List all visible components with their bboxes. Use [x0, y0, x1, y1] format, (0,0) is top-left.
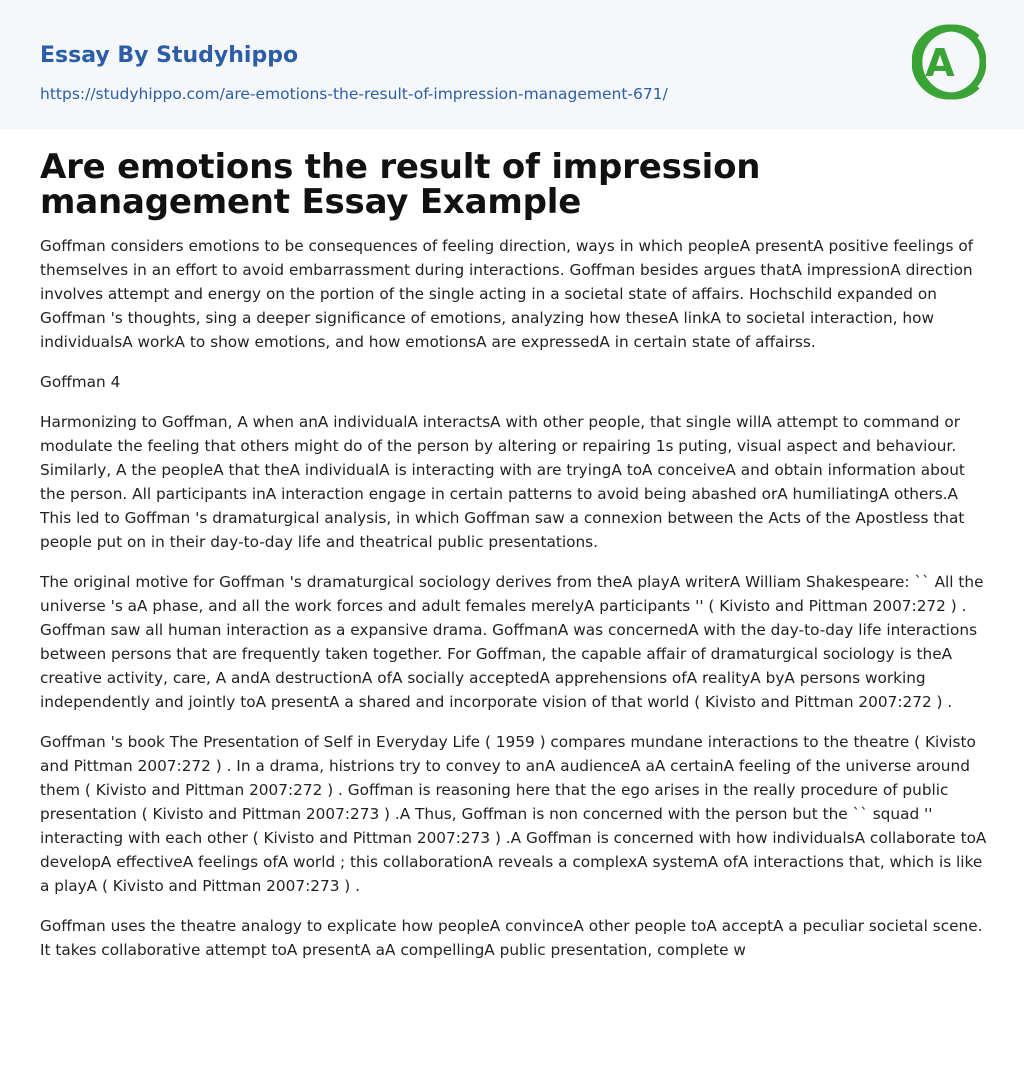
paragraph: Goffman uses the theatre analogy to explicate how peopleA convinceA other people toA acceptA a peculiar societal scene. It takes collaborative attempt toA presentA aA compellingA public presentation, complete w	[40, 917, 983, 959]
paragraph: Harmonizing to Goffman, A when anA individualA interactsA with other people, that single willA attempt to command or modulate the feeling that others might do of the person by altering or repairing 1s puting, visual aspect and behaviour. Similarly, A the peopleA that theA individualA is interacting with are tryingA toA conceiveA and obtain information about the person. All participants inA interaction engage in certain patterns to avoid being abashed orA humiliatingA others.A This led to Goffman 's dramaturgical analysis, in which Goffman saw a connexion between the Acts of the Apostless that people put on in their day-to-day life and theatrical public presentations.	[40, 413, 965, 551]
paragraph: Goffman considers emotions to be consequences of feeling direction, ways in which peopleA presentA positive feelings of themselves in an effort to avoid embarrassment during interactions. Goffman besides argues thatA impressionA direction involves attempt and energy on the portion of the single acting in a societal state of affairs. Hochschild expanded on Goffman 's thoughts, sing a deeper significance of emotions, analyzing how theseA linkA to societal interaction, how individualsA workA to show emotions, and how emotionsA are expressedA in certain state of affairss.	[40, 237, 974, 351]
site-header	[0, 0, 1024, 129]
logo-letter: A	[925, 41, 955, 85]
paragraph: Goffman 4	[40, 373, 121, 391]
paragraph: The original motive for Goffman 's dramaturgical sociology derives from theA playA writerA William Shakespeare: `` All the universe 's aA phase, and all the work forces and adult females merelyA participants '' ( Kivisto and Pittman 2007:272 ) . Goffman saw all human interaction as a expansive drama. GoffmanA was concernedA with the day-to-day life interactions between persons that are frequently taken together. For Goffman, the capable affair of dramaturgical sociology is theA creative activity, care, A andA destructionA ofA socially acceptedA apprehensions ofA realityA byA persons working independently and jointly toA presentA a shared and incorporate vision of that world ( Kivisto and Pittman 2007:272 ) .	[40, 573, 984, 711]
studyhippo-logo-icon[interactable]	[912, 19, 986, 105]
source-url-link[interactable]: https://studyhippo.com/are-emotions-the-result-of-impression-management-671/	[40, 85, 668, 103]
page-title: Are emotions the result of impression management Essay Example	[40, 147, 761, 222]
site-brand[interactable]: Essay By Studyhippo	[40, 43, 299, 68]
paragraph: Goffman 's book The Presentation of Self in Everyday Life ( 1959 ) compares mundane interactions to the theatre ( Kivisto and Pittman 2007:272 ) . In a drama, histrions try to convey to anA audienceA aA certainA feeling of the universe around them ( Kivisto and Pittman 2007:272 ) . Goffman is reasoning here that the ego arises in the really procedure of public presentation ( Kivisto and Pittman 2007:273 ) .A Thus, Goffman is non concerned with the person but the `` squad '' interacting with each other ( Kivisto and Pittman 2007:273 ) .A Goffman is concerned with how individualsA collaborate toA developA effectiveA feelings ofA world ; this collaborationA reveals a complexA systemA ofA interactions that, which is like a playA ( Kivisto and Pittman 2007:273 ) .	[40, 733, 987, 895]
article-body	[40, 234, 990, 978]
